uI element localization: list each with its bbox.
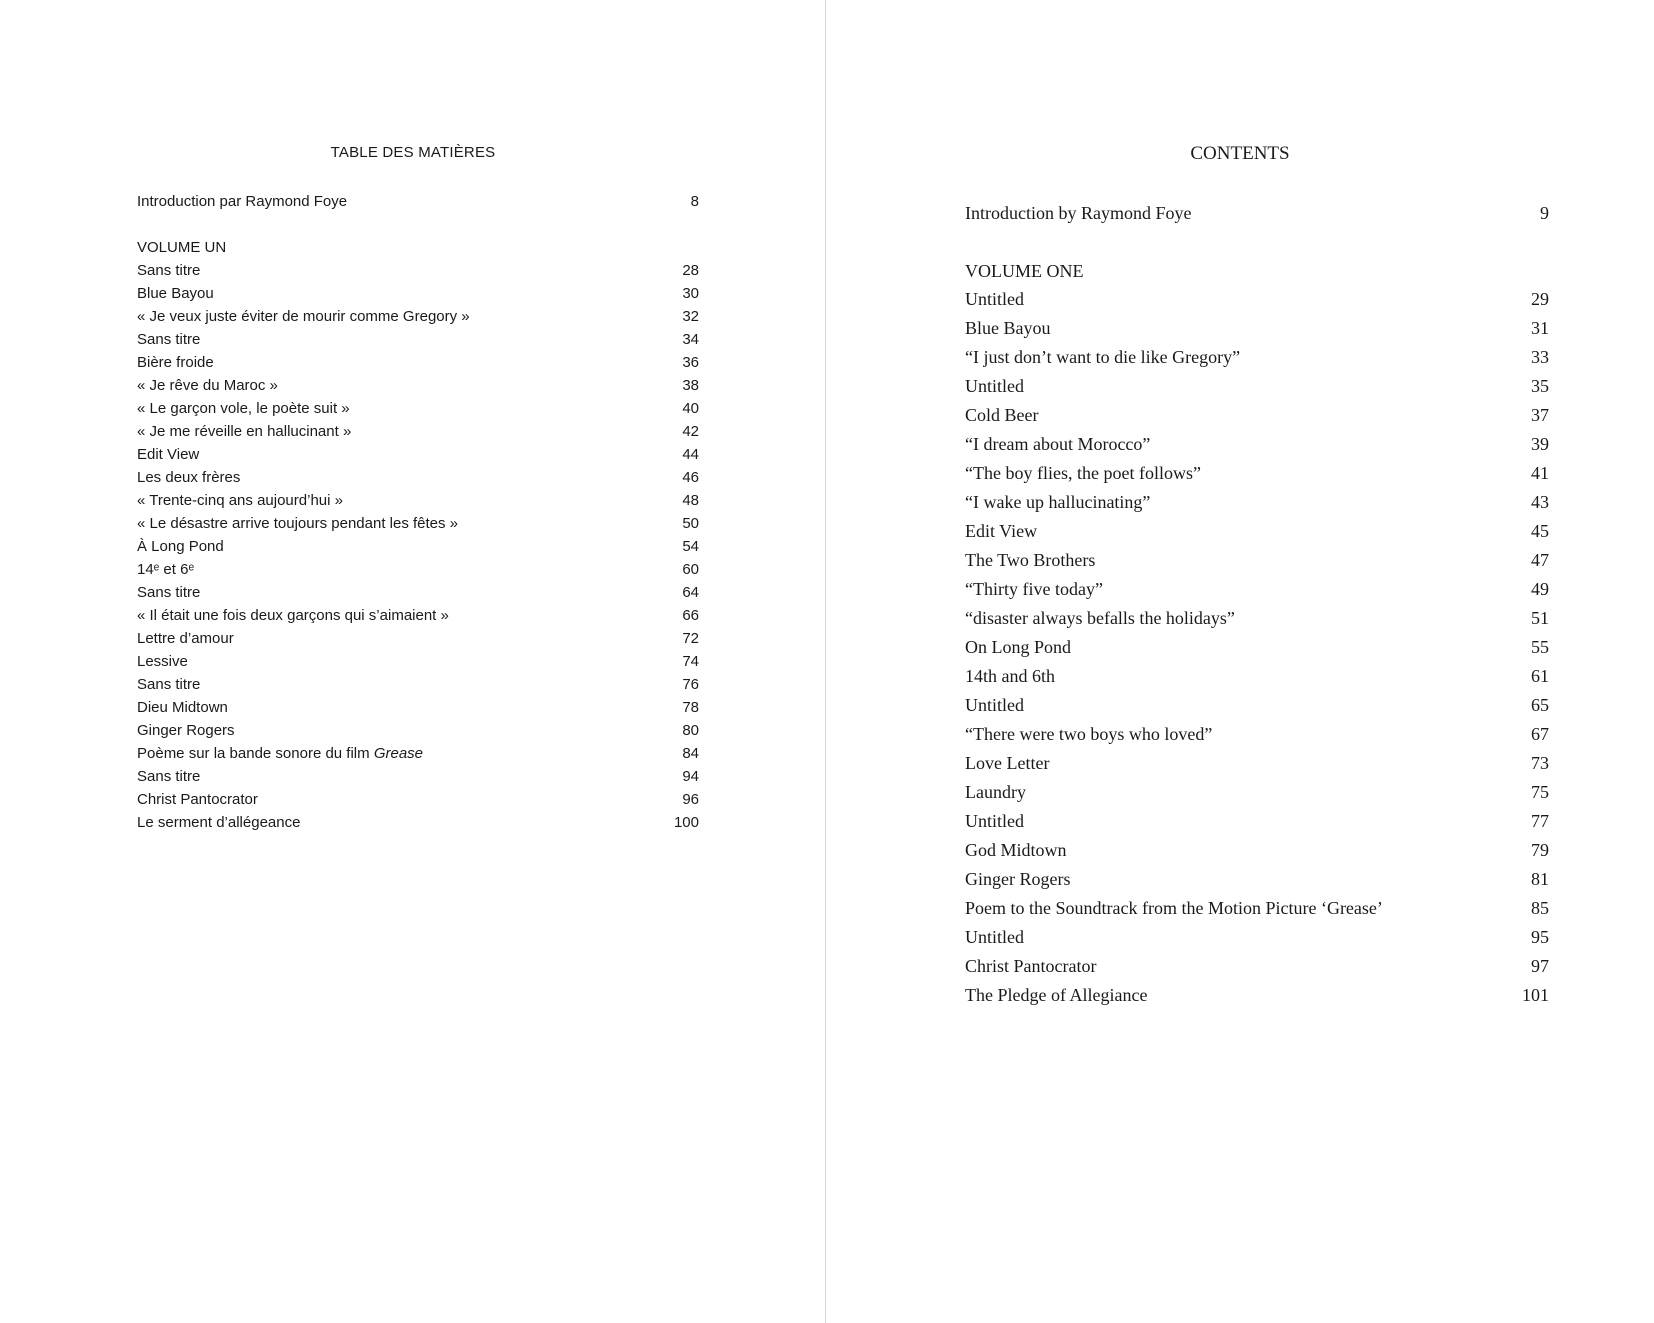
entry-title-wrap — [137, 742, 423, 765]
entry-title: Blue Bayou — [965, 318, 1051, 338]
volume-section — [965, 257, 1549, 1010]
entry-title: « Il était une fois deux garçons qui s’aimaient » — [137, 607, 449, 624]
entry-title: À Long Pond — [137, 538, 224, 555]
entry-page: 37 — [1531, 405, 1549, 425]
entry-page: 60 — [682, 561, 699, 578]
toc-row — [137, 328, 699, 351]
entry-page: 72 — [682, 630, 699, 647]
entry-page: 9 — [1540, 203, 1549, 223]
entry-page: 97 — [1531, 956, 1549, 976]
entry-title: Untitled — [965, 927, 1024, 947]
entry-page: 64 — [682, 584, 699, 601]
left-page — [0, 0, 826, 1323]
entry-page: 49 — [1531, 579, 1549, 599]
toc-row — [965, 546, 1549, 575]
entry-title: « Le désastre arrive toujours pendant les fêtes » — [137, 515, 459, 532]
entry-title: Lessive — [137, 653, 188, 670]
entry-title: “I wake up hallucinating” — [965, 492, 1151, 512]
entry-title: 14th and 6th — [965, 666, 1055, 686]
entry-page: 55 — [1531, 637, 1549, 657]
entry-page: 33 — [1531, 347, 1549, 367]
entry-page: 30 — [682, 285, 699, 302]
toc-row — [137, 351, 699, 374]
toc-row — [965, 923, 1549, 952]
toc-row — [965, 459, 1549, 488]
entry-page: 45 — [1531, 521, 1549, 541]
page-title: CONTENTS — [1190, 143, 1290, 164]
toc-row — [137, 673, 699, 696]
entry-title: Untitled — [965, 289, 1024, 309]
toc-row — [965, 749, 1549, 778]
entry-page: 48 — [682, 492, 699, 509]
entry-page: 94 — [682, 768, 699, 785]
toc-row — [137, 581, 699, 604]
entry-page: 80 — [682, 722, 699, 739]
entry-page: 81 — [1531, 869, 1549, 889]
entry-title: Bière froide — [137, 354, 214, 371]
toc-row — [137, 811, 699, 834]
entry-title: « Je rêve du Maroc » — [137, 377, 278, 394]
entry-title: Sans titre — [137, 262, 201, 279]
entry-page: 31 — [1531, 318, 1549, 338]
toc-row — [965, 401, 1549, 430]
toc-row — [137, 788, 699, 811]
entry-page: 84 — [682, 745, 699, 762]
toc-row — [965, 430, 1549, 459]
entry-page: 61 — [1531, 666, 1549, 686]
toc-row — [965, 633, 1549, 662]
toc-row — [965, 662, 1549, 691]
entry-page: 75 — [1531, 782, 1549, 802]
entry-page: 77 — [1531, 811, 1549, 831]
toc-row — [965, 517, 1549, 546]
entry-page: 51 — [1531, 608, 1549, 628]
toc-row — [965, 314, 1549, 343]
toc-row — [137, 512, 699, 535]
toc-row — [137, 420, 699, 443]
toc-row — [137, 282, 699, 305]
entry-page: 35 — [1531, 376, 1549, 396]
toc-row — [965, 865, 1549, 894]
toc-row — [137, 558, 699, 581]
entry-title: “disaster always befalls the holidays” — [965, 608, 1235, 628]
entry-title: Sans titre — [137, 584, 201, 601]
toc-row — [137, 742, 699, 765]
volume-section — [137, 236, 699, 834]
entry-title-italic: Grease — [373, 745, 424, 762]
toc-row — [137, 397, 699, 420]
entry-page: 66 — [682, 607, 699, 624]
entry-title: The Pledge of Allegiance — [965, 985, 1148, 1005]
entry-title: “I just don’t want to die like Gregory” — [965, 347, 1241, 367]
volume-heading: VOLUME UN — [137, 239, 227, 256]
entry-title: Untitled — [965, 811, 1024, 831]
entry-title: On Long Pond — [965, 637, 1072, 657]
toc-row — [137, 627, 699, 650]
entry-title: Les deux frères — [137, 469, 241, 486]
toc-row — [965, 343, 1549, 372]
entry-title: Poem to the Soundtrack from the Motion Picture ‘Grease’ — [965, 898, 1383, 918]
toc-row — [965, 575, 1549, 604]
entry-title: The Two Brothers — [965, 550, 1096, 570]
entry-title: « Je veux juste éviter de mourir comme Gregory » — [137, 308, 470, 325]
right-page — [826, 0, 1654, 1323]
toc-row — [137, 259, 699, 282]
entry-page: 39 — [1531, 434, 1549, 454]
toc-row — [965, 604, 1549, 633]
entry-title: Edit View — [965, 521, 1038, 541]
entry-title: « Je me réveille en hallucinant » — [137, 423, 352, 440]
entry-title: Edit View — [137, 446, 200, 463]
toc-row — [965, 199, 1549, 228]
entry-page: 101 — [1522, 985, 1549, 1005]
page-title: TABLE DES MATIÈRES — [330, 144, 496, 161]
entry-page: 76 — [682, 676, 699, 693]
toc-row — [965, 372, 1549, 401]
toc-row — [965, 285, 1549, 314]
toc-row — [137, 650, 699, 673]
toc-row — [965, 836, 1549, 865]
toc-row — [137, 489, 699, 512]
entry-title: Lettre d’amour — [137, 630, 234, 647]
entry-page: 50 — [682, 515, 699, 532]
toc-row — [965, 720, 1549, 749]
toc-row — [965, 981, 1549, 1010]
entry-page: 34 — [682, 331, 699, 348]
entry-page: 38 — [682, 377, 699, 394]
entry-page: 100 — [673, 814, 699, 831]
entry-title: “I dream about Morocco” — [965, 434, 1151, 454]
toc-row — [137, 765, 699, 788]
entry-title: Untitled — [965, 695, 1024, 715]
toc-row — [137, 190, 699, 213]
entry-title: Sans titre — [137, 331, 201, 348]
toc-row — [965, 691, 1549, 720]
entry-title: Introduction par Raymond Foye — [137, 193, 348, 210]
entry-title: « Trente-cinq ans aujourd’hui » — [137, 492, 343, 509]
entry-page: 29 — [1531, 289, 1549, 309]
entry-title: Blue Bayou — [137, 285, 214, 302]
entry-page: 67 — [1531, 724, 1549, 744]
toc-row — [965, 488, 1549, 517]
entry-page: 95 — [1531, 927, 1549, 947]
entry-title: Introduction by Raymond Foye — [965, 203, 1192, 223]
entry-title: Christ Pantocrator — [965, 956, 1097, 976]
toc-list — [965, 285, 1549, 1010]
entry-title: Love Letter — [965, 753, 1050, 773]
entry-page: 44 — [682, 446, 699, 463]
entry-page: 32 — [682, 308, 699, 325]
entry-title: « Le garçon vole, le poète suit » — [137, 400, 350, 417]
intro-entry — [137, 190, 699, 213]
entry-page: 42 — [682, 423, 699, 440]
entry-page: 41 — [1531, 463, 1549, 483]
entry-title: Dieu Midtown — [137, 699, 228, 716]
toc-row — [137, 535, 699, 558]
entry-title: Cold Beer — [965, 405, 1039, 425]
toc-row — [137, 374, 699, 397]
entry-title: Sans titre — [137, 676, 201, 693]
toc-row — [965, 952, 1549, 981]
entry-page: 28 — [682, 262, 699, 279]
entry-title: Le serment d’allégeance — [137, 814, 301, 831]
entry-title: 14ᵉ et 6ᵉ — [137, 561, 195, 578]
entry-page: 43 — [1531, 492, 1549, 512]
entry-page: 40 — [682, 400, 699, 417]
entry-title: Untitled — [965, 376, 1024, 396]
entry-title: Ginger Rogers — [137, 722, 235, 739]
entry-title: Ginger Rogers — [965, 869, 1071, 889]
toc-list — [137, 259, 699, 834]
entry-page: 73 — [1531, 753, 1549, 773]
intro-entry — [965, 199, 1549, 228]
toc-row — [137, 305, 699, 328]
entry-page: 46 — [682, 469, 699, 486]
entry-title: “There were two boys who loved” — [965, 724, 1213, 744]
entry-title: “The boy flies, the poet follows” — [965, 463, 1201, 483]
toc-row — [137, 604, 699, 627]
volume-heading: VOLUME ONE — [965, 261, 1084, 281]
entry-title: Poème sur la bande sonore du film — [137, 745, 374, 762]
toc-row — [965, 807, 1549, 836]
entry-page: 8 — [690, 193, 699, 210]
toc-row — [137, 719, 699, 742]
entry-page: 96 — [682, 791, 699, 808]
toc-row — [137, 443, 699, 466]
toc-row — [965, 778, 1549, 807]
entry-title: Laundry — [965, 782, 1026, 802]
entry-title: Christ Pantocrator — [137, 791, 258, 808]
entry-page: 78 — [682, 699, 699, 716]
entry-page: 74 — [682, 653, 699, 670]
entry-title: “Thirty five today” — [965, 579, 1103, 599]
toc-row — [965, 894, 1549, 923]
entry-page: 79 — [1531, 840, 1549, 860]
entry-page: 54 — [682, 538, 699, 555]
toc-row — [137, 466, 699, 489]
entry-page: 65 — [1531, 695, 1549, 715]
entry-page: 36 — [682, 354, 699, 371]
entry-title: Sans titre — [137, 768, 201, 785]
entry-title: God Midtown — [965, 840, 1067, 860]
toc-row — [137, 696, 699, 719]
entry-page: 85 — [1531, 898, 1549, 918]
entry-page: 47 — [1531, 550, 1549, 570]
